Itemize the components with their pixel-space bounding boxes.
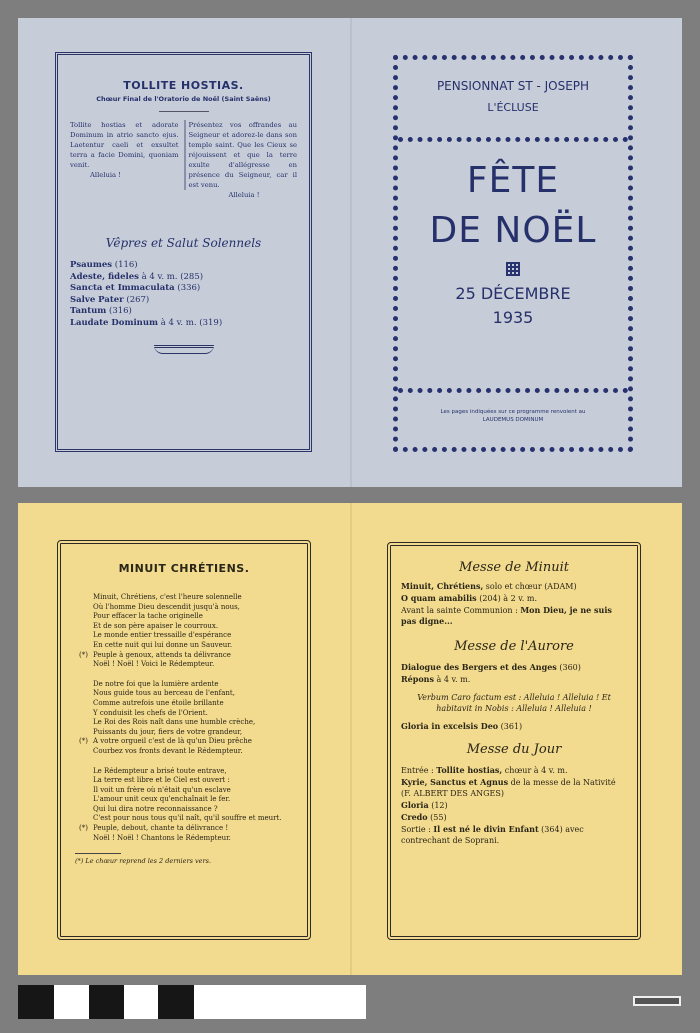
vespers-item [70, 260, 297, 272]
item-name: Psaumes [70, 260, 113, 270]
grid-ornament-icon [506, 262, 520, 276]
piece-title: Tollite hostias, [436, 765, 503, 775]
piece-detail: (360) [556, 663, 581, 672]
program-item [401, 812, 627, 823]
program-item [401, 777, 627, 799]
item-detail: (267) [126, 294, 150, 305]
back-cover-panel [55, 52, 312, 452]
lyric-text: A votre orgueil c'est de là qu'un Dieu prêche [93, 737, 252, 746]
lyric-line [93, 593, 293, 603]
town-name: L'ÉCLUSE [487, 101, 539, 114]
lyric-line [93, 709, 293, 719]
lyric-line [93, 767, 293, 777]
note-line-1: Les pages indiquées sur ce programme renvoient au [440, 409, 586, 415]
lyric-line [93, 728, 293, 738]
calibration-white-3 [194, 985, 366, 1019]
program-item [401, 824, 627, 846]
note-line-2: LAUDEMUS DOMINUM [482, 417, 544, 423]
lyric-text: Le Roi des Rois naît dans une humble crèche, [93, 718, 256, 727]
piece-detail: de la messe de la Nativité (F. ALBERT DES ANGES) [401, 778, 616, 798]
heading-midnight-mass: Messe de Minuit [459, 560, 569, 575]
stanza [79, 766, 293, 844]
vespers-item [70, 283, 297, 295]
item-name: Sancta et Immaculata [70, 283, 175, 293]
lyric-text: En cette nuit qui lui donne un Sauveur. [93, 640, 233, 649]
lyric-line [79, 650, 293, 661]
repeat-marker: (*) [79, 650, 88, 659]
piece-detail: Avant la sainte Communion : [401, 606, 521, 615]
lyric-text: Peuple à genoux, attends ta délivrance [93, 650, 231, 659]
program-item [401, 765, 627, 776]
program-item [401, 800, 627, 811]
calibration-white-1 [54, 985, 89, 1019]
piece-detail: Sortie : [401, 825, 434, 834]
lyric-text: La terre est libre et le Ciel est ouvert : [93, 776, 230, 785]
lyric-text: Minuit, Chrétiens, c'est l'heure solennelle [93, 593, 242, 601]
lyric-text: Y conduisit les chefs de l'Orient. [93, 708, 208, 717]
scale-marker [633, 996, 681, 1006]
latin-text [70, 120, 179, 200]
piece-detail: (204) à 2 v. m. [476, 594, 537, 603]
ornament-icon [154, 345, 214, 354]
item-name: Laudate Dominum [70, 317, 159, 328]
item-name: Tantum [70, 306, 107, 316]
lyric-text: Pour effacer la tache originelle [93, 612, 203, 621]
carol-title: MINUIT CHRÉTIENS. [118, 562, 250, 575]
vespers-item [70, 318, 297, 330]
lyric-line [79, 824, 293, 834]
piece-title: Dialogue des Bergers et des Anges [401, 662, 557, 672]
item-detail: (336) [177, 283, 201, 293]
vespers-list [70, 260, 297, 329]
lyric-line [93, 603, 293, 613]
lyric-text: Noël ! Noël ! Chantons le Rédempteur. [93, 833, 231, 842]
piece-title: Gloria [401, 800, 429, 810]
lyric-line [93, 776, 293, 786]
lyric-text: Courbez vos fronts devant le Rédempteur. [93, 746, 243, 755]
item-detail: à 4 v. m. (319) [160, 317, 223, 328]
program-item [401, 662, 627, 673]
day-mass-list [401, 765, 627, 846]
repeat-marker: (*) [79, 737, 88, 746]
calibration-black-2 [89, 985, 124, 1019]
verbum-text: Verbum Caro factum est : Alleluia ! Alleluia ! Et habitavit in Nobis : Alleluia ! Alleluia ! [417, 693, 611, 713]
piece-title: Minuit, Chrétiens, [401, 581, 484, 591]
repeat-marker: (*) [79, 824, 88, 833]
vespers-item [70, 295, 297, 307]
lyric-line [93, 612, 293, 622]
french-text [189, 120, 298, 200]
inside-left-panel [57, 540, 311, 940]
vespers-heading: Vêpres et Salut Solennels [105, 236, 262, 250]
lyric-line [93, 747, 293, 757]
piece-detail: à 4 v. m. [434, 675, 471, 684]
lyric-line [93, 680, 293, 690]
french-lyrics: Présentez vos offrandes au Seigneur et adorez-le dans son temple saint. Que les Cieux se réjouissent et que la terre exulte d'allégresse en présence du Seigneur, car il est venu. [188, 121, 297, 189]
piece-title: O quam amabilis [401, 593, 477, 603]
lyric-line [93, 631, 293, 641]
item-detail: à 4 v. m. (285) [141, 271, 204, 282]
heading-day-mass: Messe du Jour [466, 742, 562, 757]
piece-title: Il est né le divin Enfant [433, 824, 539, 834]
vespers-item [70, 272, 297, 284]
piece-detail: Entrée : [401, 766, 437, 775]
lyric-line [79, 737, 293, 747]
dawn-mass-list [401, 662, 627, 685]
lyric-text: C'est pour nous tous qu'il naît, qu'il souffre et meurt. [93, 814, 282, 823]
divider [159, 111, 209, 112]
program-cover-sheet [18, 18, 682, 487]
lyric-line [93, 786, 293, 796]
tollite-title: TOLLITE HOSTIAS. [123, 79, 244, 92]
lyric-line [93, 795, 293, 805]
lyric-text: Qui lui dira notre reconnaissance ? [93, 804, 218, 813]
piece-title: Mon Dieu, je ne suis pas digne... [401, 605, 612, 626]
lyric-line [93, 689, 293, 699]
piece-detail: (55) [427, 813, 447, 822]
piece-detail: solo et chœur (ADAM) [483, 582, 577, 591]
latin-lyrics: Tollite hostias et adorate Dominum in atrio sancto ejus. Laetentur caeli et exsultet terra a facie Domini, quoniam venit. [70, 121, 179, 169]
lyric-text: Nous guide tous au berceau de l'enfant, [93, 689, 235, 698]
stanza [79, 679, 293, 757]
lyric-line [93, 718, 293, 728]
program-inside-sheet [18, 503, 682, 975]
title-line-1: FÊTE [466, 160, 560, 201]
piece-detail: (364) avec contrechant de Soprani. [401, 825, 584, 845]
carol-lyrics [75, 593, 293, 843]
lyric-text: Où l'homme Dieu descendit jusqu'à nous, [93, 602, 240, 611]
calibration-black-1 [18, 985, 54, 1019]
fold-line [350, 503, 352, 975]
program-item [401, 581, 627, 592]
vespers-item [70, 306, 297, 318]
lyric-line [93, 622, 293, 632]
piece-detail: chœur à 4 v. m. [502, 766, 568, 775]
lyric-text: Et de son père apaiser le courroux. [93, 621, 219, 630]
heading-dawn-mass: Messe de l'Aurore [454, 639, 574, 654]
midnight-mass-list [401, 581, 627, 627]
lyric-line [93, 834, 293, 844]
lyric-text: Le monde entier tressaille d'espérance [93, 631, 232, 640]
gloria-detail: (361) [498, 722, 523, 731]
lyric-text: Le Rédempteur a brisé toute entrave, [93, 766, 227, 775]
calibration-white-2 [124, 985, 158, 1019]
program-item [401, 674, 627, 685]
lyric-text: Comme autrefois une étoile brillante [93, 698, 224, 707]
piece-title: Répons [401, 674, 434, 684]
program-item [401, 593, 627, 604]
title-line-2: DE NOËL [429, 210, 597, 251]
lyric-text: Il voit un frère où n'était qu'un esclave [93, 785, 231, 794]
event-year: 1935 [492, 308, 534, 327]
lyric-line [93, 699, 293, 709]
item-detail: (116) [114, 260, 138, 270]
lyric-line [93, 805, 293, 815]
lyric-text: L'amour unit ceux qu'enchaînait le fer. [93, 795, 231, 804]
latin-alleluia: Alleluia ! [90, 171, 121, 179]
front-cover-panel [393, 55, 633, 452]
lyric-text: De notre foi que la lumière ardente [93, 679, 219, 688]
footnote: (*) Le chœur reprend les 2 derniers vers. [75, 857, 212, 866]
lyric-text: Peuple, debout, chante ta délivrance ! [93, 824, 229, 833]
stanza [79, 593, 293, 670]
column-divider [184, 120, 186, 190]
lyric-line [93, 814, 293, 824]
event-date: 25 DÉCEMBRE [455, 284, 571, 303]
gloria-title: Gloria in excelsis Deo [401, 721, 499, 731]
item-detail: (316) [109, 306, 132, 316]
piece-title: Credo [401, 812, 428, 822]
tollite-subtitle: Chœur Final de l'Oratorio de Noël (Saint Saëns) [96, 95, 271, 103]
piece-detail: (12) [428, 801, 448, 810]
fold-line [350, 18, 352, 487]
lyric-text: Puissants du jour, fiers de votre grandeur, [93, 727, 243, 736]
lyric-line [93, 641, 293, 651]
calibration-black-3 [158, 985, 194, 1019]
lyric-text: Noël ! Noël ! Voici le Rédempteur. [93, 660, 215, 669]
piece-title: Kyrie, Sanctus et Agnus [401, 777, 509, 787]
school-name: PENSIONNAT ST - JOSEPH [436, 79, 590, 93]
lyric-line [93, 660, 293, 670]
item-name: Salve Pater [70, 294, 124, 305]
item-name: Adeste, fideles [70, 271, 139, 282]
french-alleluia: Alleluia ! [228, 191, 260, 199]
program-item [401, 605, 627, 627]
inside-right-panel [387, 542, 641, 940]
